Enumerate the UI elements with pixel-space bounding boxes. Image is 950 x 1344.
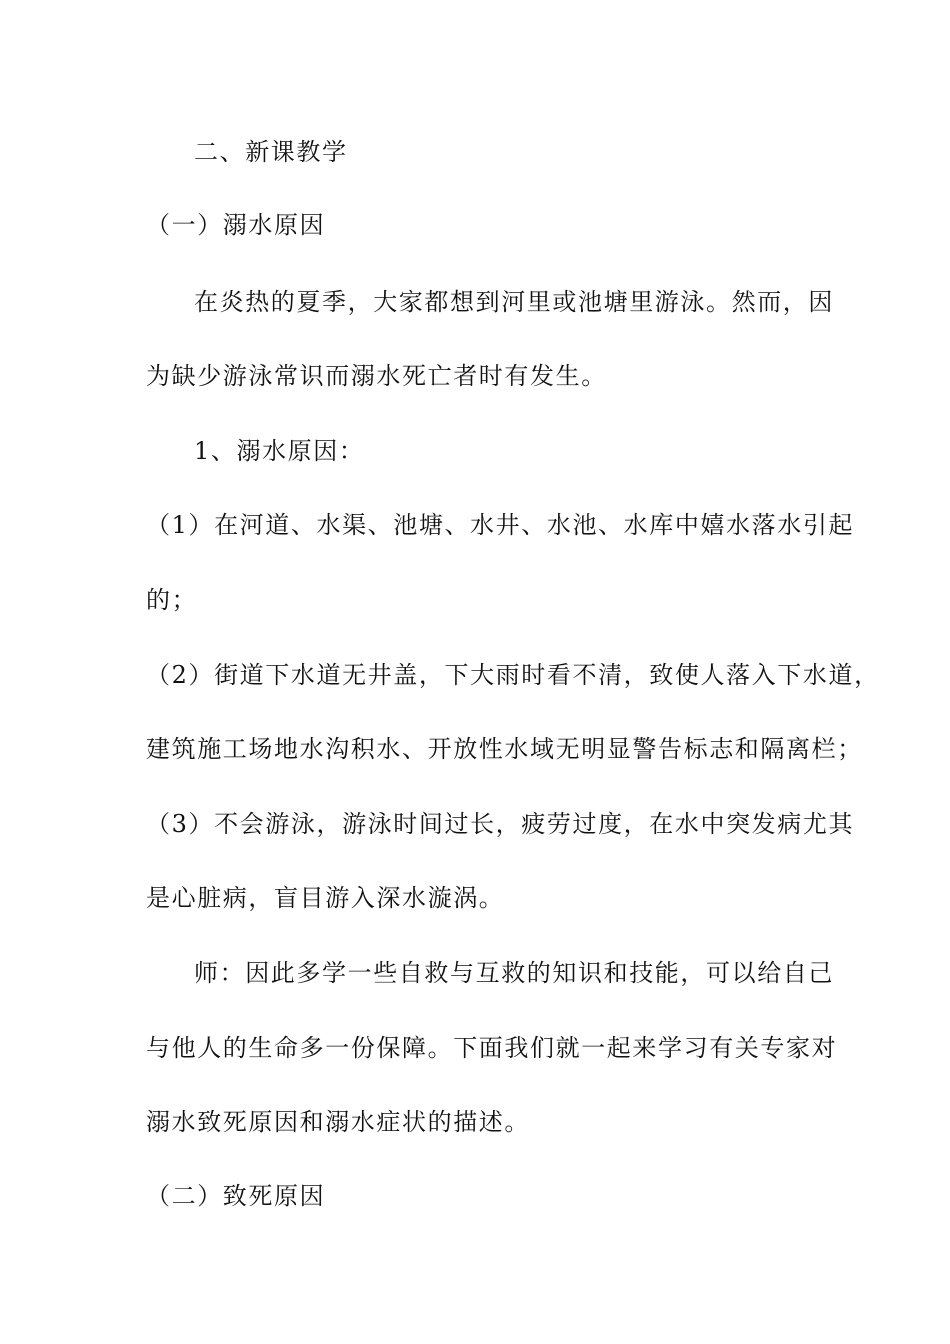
list-item-2-continued: 建筑施工场地水沟积水、开放性水域无明显警告标志和隔离栏； — [146, 735, 863, 763]
list-item-3-continued: 是心脏病，盲目游入深水漩涡。 — [146, 884, 505, 912]
paragraph-line: 在炎热的夏季，大家都想到河里或池塘里游泳。然而，因 — [194, 288, 834, 316]
list-heading: 1、溺水原因： — [194, 437, 365, 465]
teacher-paragraph-line: 与他人的生命多一份保障。下面我们就一起来学习有关专家对 — [146, 1034, 838, 1062]
subsection-heading-fatal-causes: （二）致死原因 — [146, 1182, 326, 1210]
teacher-paragraph-line: 溺水致死原因和溺水症状的描述。 — [146, 1108, 530, 1136]
list-item-2: （2）街道下水道无井盖，下大雨时看不清，致使人落入下水道， — [146, 661, 880, 689]
list-item-1: （1）在河道、水渠、池塘、水井、水池、水库中嬉水落水引起 — [146, 511, 855, 539]
list-item-1-continued: 的； — [146, 586, 198, 614]
list-item-3: （3）不会游泳，游泳时间过长，疲劳过度，在水中突发病尤其 — [146, 810, 855, 838]
section-heading: 二、新课教学 — [194, 138, 348, 166]
teacher-paragraph-line: 师：因此多学一些自救与互救的知识和技能，可以给自己 — [194, 959, 834, 987]
subsection-heading-drowning-causes: （一）溺水原因 — [146, 211, 326, 239]
paragraph-line: 为缺少游泳常识而溺水死亡者时有发生。 — [146, 362, 607, 390]
